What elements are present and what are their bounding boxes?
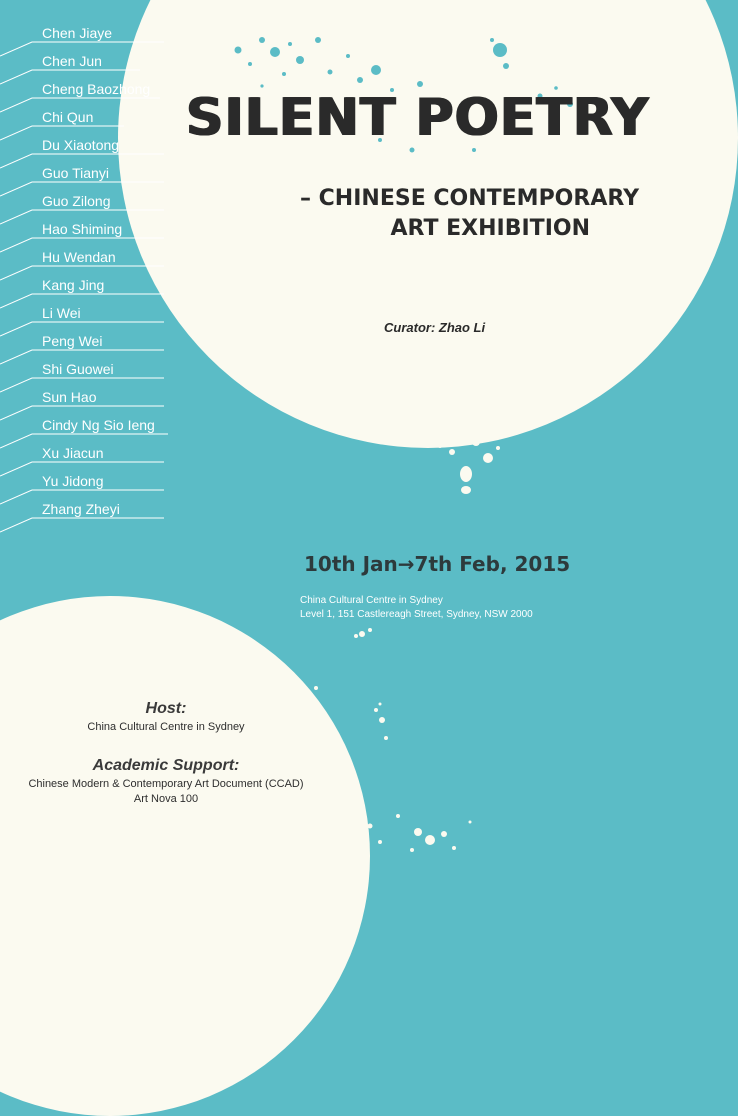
artist-name: Hu Wendan (42, 249, 116, 265)
credits-block (0, 700, 332, 807)
venue-address: Level 1, 151 Castlereagh Street, Sydney, NSW 2000 (300, 609, 533, 620)
artist-item (0, 50, 170, 78)
artist-item (0, 78, 170, 106)
artist-name: Hao Shiming (42, 221, 123, 237)
artist-name: Zhang Zheyi (42, 501, 120, 517)
artist-name: Sun Hao (42, 389, 97, 405)
artist-item (0, 22, 170, 50)
artist-item (0, 442, 170, 470)
host-name: China Cultural Centre in Sydney (87, 721, 245, 733)
artist-name: Cheng Baozhong (42, 81, 151, 97)
artist-item (0, 162, 170, 190)
artist-item (0, 414, 170, 442)
artist-name: Yu Jidong (42, 473, 104, 489)
artist-name: Du Xiaotong (42, 137, 120, 153)
artist-item (0, 302, 170, 330)
exhibition-title: SILENT POETRY (186, 88, 650, 148)
artist-item (0, 134, 170, 162)
artist-list (0, 22, 170, 526)
artist-name: Peng Wei (42, 333, 103, 349)
artist-item (0, 190, 170, 218)
artist-name: Kang Jing (42, 277, 105, 293)
artist-item (0, 106, 170, 134)
artist-item (0, 246, 170, 274)
subtitle-line-2: ART EXHIBITION (390, 216, 590, 241)
artist-name: Xu Jiacun (42, 445, 104, 461)
curator: Curator: Zhao Li (384, 320, 486, 335)
exhibition-dates: 10th Jan→7th Feb, 2015 (304, 552, 571, 576)
artist-name: Chen Jun (42, 53, 102, 69)
artist-name: Shi Guowei (42, 361, 114, 377)
artist-item (0, 274, 170, 302)
venue-name: China Cultural Centre in Sydney (300, 595, 443, 606)
artist-item (0, 470, 170, 498)
artist-name: Li Wei (42, 305, 81, 321)
artist-item (0, 498, 170, 526)
artist-name: Chen Jiaye (42, 25, 113, 41)
academic-support-heading: Academic Support: (92, 757, 240, 774)
artist-item (0, 330, 170, 358)
artist-item (0, 386, 170, 414)
artist-item (0, 218, 170, 246)
subtitle-line-1: – CHINESE CONTEMPORARY (300, 186, 640, 211)
academic-support-line-1: Chinese Modern & Contemporary Art Document (CCAD) (28, 778, 304, 790)
venue-block (300, 594, 533, 622)
exhibition-subtitle (300, 184, 640, 244)
artist-name: Guo Zilong (42, 193, 111, 209)
host-heading: Host: (145, 700, 187, 717)
artist-name: Guo Tianyi (42, 165, 109, 181)
artist-name: Cindy Ng Sio Ieng (42, 417, 155, 433)
academic-support-line-2: Art Nova 100 (133, 793, 199, 805)
artist-name: Chi Qun (42, 109, 94, 125)
artist-item (0, 358, 170, 386)
